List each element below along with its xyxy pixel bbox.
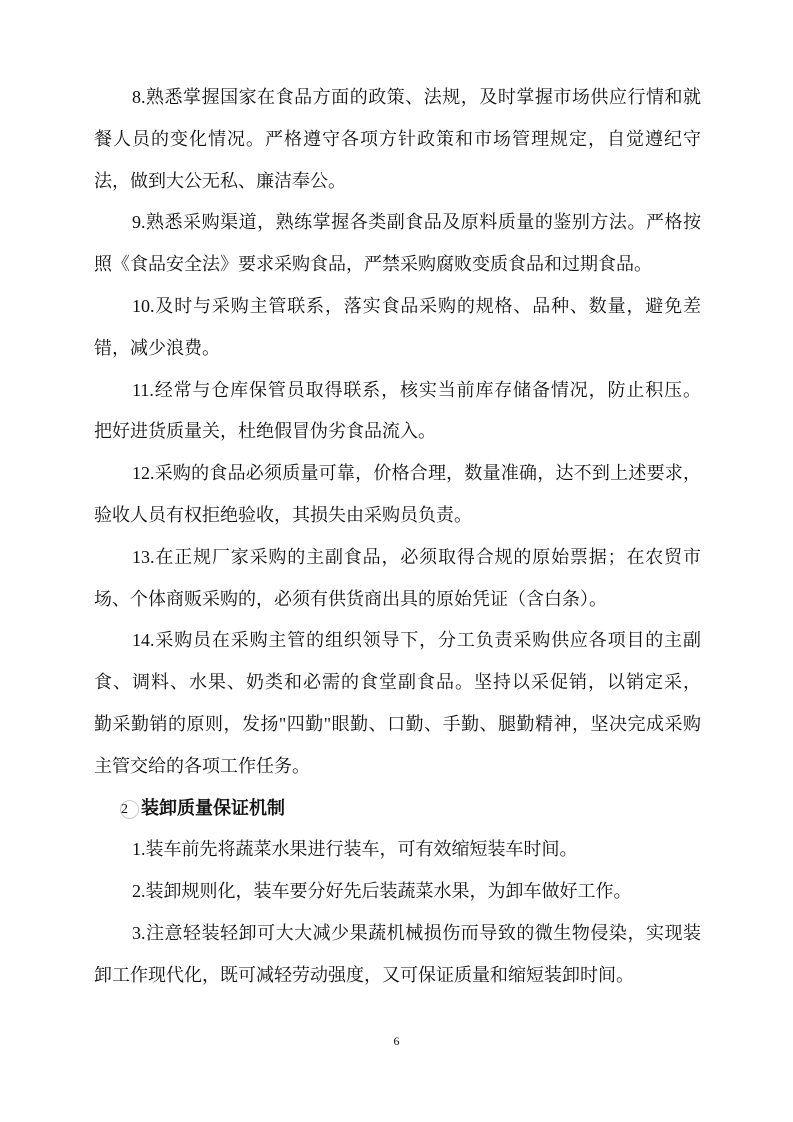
heading-title: 装卸质量保证机制 <box>141 797 285 818</box>
text-line: 勤采勤销的原则，发扬"四勤"眼勤、口勤、手勤、腿勤精神，坚决完成采购 <box>94 713 701 734</box>
text-line: 场、个体商贩采购的，必须有供货商出具的原始凭证（含白条）。 <box>94 588 607 609</box>
text-line: 2.装卸规则化，装车要分好先后装蔬菜水果，为卸车做好工作。 <box>132 881 632 902</box>
section-loading <box>94 829 701 996</box>
text-line: 9.熟悉采购渠道，熟练掌握各类副食品及原料质量的鉴别方法。严格按 <box>132 212 701 233</box>
text-line: 12.采购的食品必须质量可靠，价格合理，数量准确，达不到上述要求， <box>132 463 701 484</box>
text-line: 3.注意轻装轻卸可大大减少果蔬机械损伤而导致的微生物侵染，实现装 <box>132 922 701 943</box>
page-number: 6 <box>393 1034 400 1048</box>
text-line: 把好进货质量关，杜绝假冒伪劣食品流入。 <box>94 421 436 442</box>
text-line: 卸工作现代化，既可减轻劳动强度，又可保证质量和缩短装卸时间。 <box>94 964 634 985</box>
circled-number: 2 <box>120 800 139 819</box>
section-heading <box>94 788 701 830</box>
paragraph <box>94 286 701 370</box>
paragraph <box>94 77 701 202</box>
text-line: 14.采购员在采购主管的组织领导下，分工负责采购供应各项目的主副 <box>132 630 701 651</box>
document-body <box>94 77 701 997</box>
paragraph <box>94 871 701 913</box>
paragraph <box>94 370 701 454</box>
text-line: 8.熟悉掌握国家在食品方面的政策、法规，及时掌握市场供应行情和就 <box>132 87 701 107</box>
text-line: 餐人员的变化情况。严格遵守各项方针政策和市场管理规定，自觉遵纪守 <box>94 128 701 149</box>
text-line: 验收人员有权拒绝验收，其损失由采购员负责。 <box>94 504 472 525</box>
section-procurement <box>94 77 701 788</box>
text-line: 1.装车前先将蔬菜水果进行装车，可有效缩短装车时间。 <box>132 839 578 860</box>
text-line: 法，做到大公无私、廉洁奉公。 <box>94 170 346 191</box>
paragraph <box>94 537 701 621</box>
text-line: 主管交给的各项工作任务。 <box>94 755 310 776</box>
paragraph <box>94 453 701 537</box>
text-line: 错，减少浪费。 <box>94 337 220 358</box>
paragraph <box>94 913 701 997</box>
text-line: 11.经常与仓库保管员取得联系，核实当前库存储备情况，防止积压。 <box>132 379 701 400</box>
text-line: 13.在正规厂家采购的主副食品，必须取得合规的原始票据；在农贸市 <box>132 546 701 567</box>
text-line: 照《食品安全法》要求采购食品，严禁采购腐败变质食品和过期食品。 <box>94 254 652 275</box>
text-line: 食、调料、水果、奶类和必需的食堂副食品。坚持以采促销，以销定采， <box>94 672 701 693</box>
paragraph <box>94 829 701 871</box>
paragraph <box>94 620 701 787</box>
text-line: 10.及时与采购主管联系，落实食品采购的规格、品种、数量，避免差 <box>132 295 701 316</box>
paragraph <box>94 202 701 286</box>
